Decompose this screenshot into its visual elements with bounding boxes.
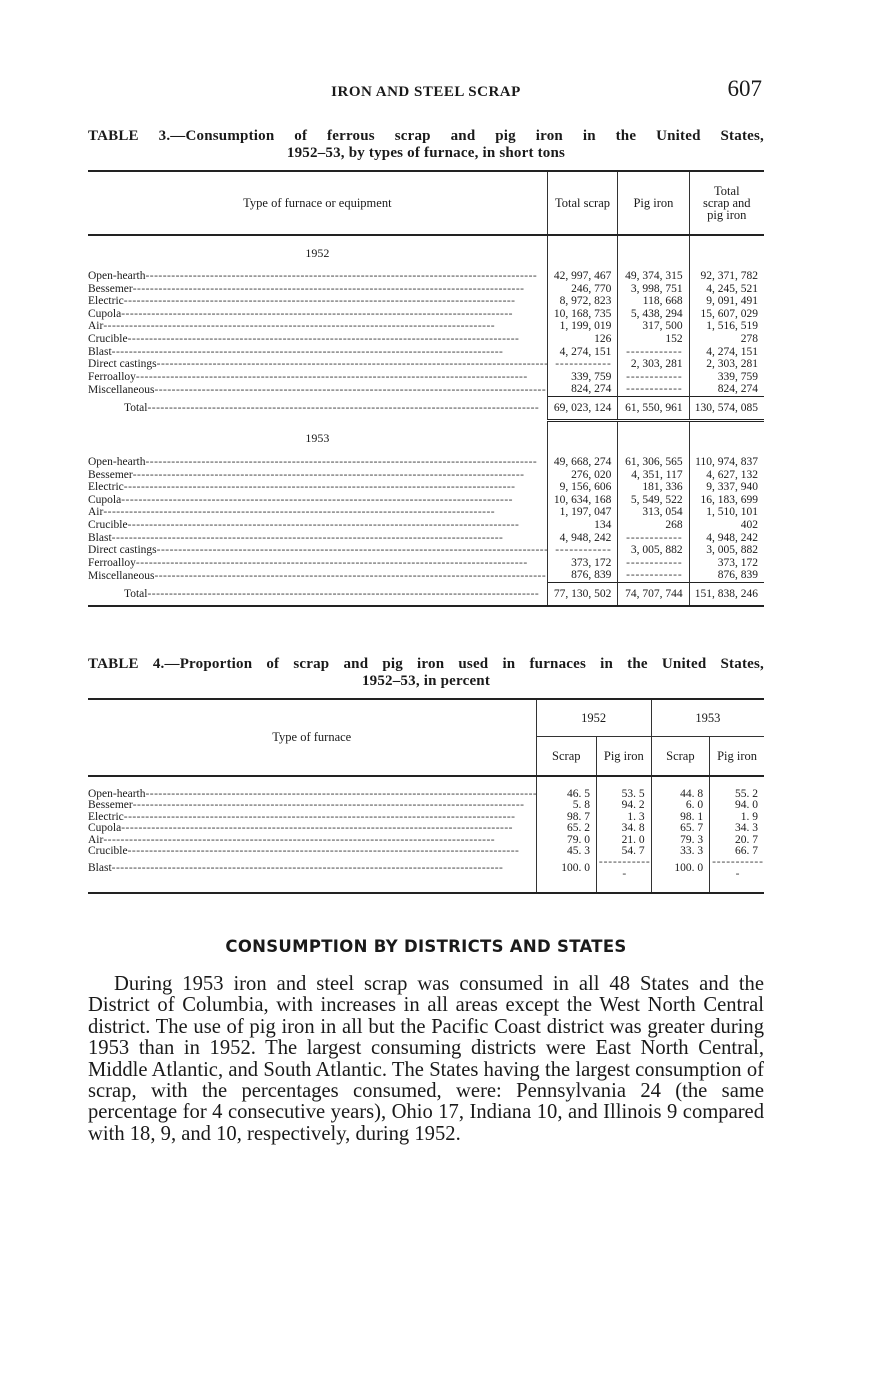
- table-row: [88, 800, 764, 811]
- pig-iron-cell: 61, 306, 565: [618, 456, 689, 469]
- total-scrap-cell: 824, 274: [547, 383, 618, 396]
- year-label: 1953: [305, 430, 330, 445]
- table-row: [88, 481, 764, 494]
- scrap-1953-cell: 100. 0: [651, 857, 709, 880]
- row-label: [88, 506, 547, 519]
- pig-iron-cell: 317, 500: [618, 320, 689, 333]
- row-label-text: Miscellaneous: [88, 569, 155, 582]
- pig-iron-cell: 118, 668: [618, 295, 689, 308]
- page-number: 607: [727, 76, 762, 101]
- scrap-1953-cell: 79. 3: [651, 835, 709, 846]
- row-label: [88, 320, 547, 333]
- row-label-text: Electric: [88, 481, 124, 494]
- row-label: [88, 383, 547, 396]
- table-row: [88, 469, 764, 482]
- year-label: 1952: [305, 245, 330, 260]
- col-header-type-of-furnace: Type of furnace: [88, 699, 536, 776]
- table-row: [88, 270, 764, 283]
- scrap-1952-cell: 46. 5: [536, 789, 597, 800]
- scrap-1952-cell: 98. 7: [536, 812, 597, 823]
- table-4-caption: [88, 656, 764, 690]
- row-label-text: Bessemer: [88, 282, 133, 295]
- row-label-text: Air: [88, 834, 104, 846]
- empty-cell: [651, 880, 709, 893]
- pig-iron-cell: [618, 569, 689, 582]
- total-cell: 9, 337, 940: [689, 481, 764, 494]
- total-scrap-cell: 10, 634, 168: [547, 494, 618, 507]
- row-label: [88, 371, 547, 384]
- total-cell: 3, 005, 882: [689, 544, 764, 557]
- pig-iron-1952-cell: 1. 3: [597, 812, 652, 823]
- pig-iron-1953-cell: 94. 0: [710, 800, 764, 811]
- total-cell: 278: [689, 333, 764, 346]
- empty-cell: [88, 880, 536, 893]
- table-row: [88, 456, 764, 469]
- running-head: [88, 76, 764, 108]
- total-cell: 4, 245, 521: [689, 283, 764, 296]
- pig-iron-1953-cell: 1. 9: [710, 812, 764, 823]
- table-4-grid: [88, 698, 764, 894]
- col-header-pig-iron: Pig iron: [618, 171, 689, 235]
- row-label: [88, 812, 536, 823]
- row-label: [88, 857, 536, 880]
- year-row: [88, 235, 764, 270]
- empty-cell: [618, 235, 689, 270]
- table-row: [88, 544, 764, 557]
- scrap-1953-cell: 44. 8: [651, 789, 709, 800]
- pig-iron-cell: 3, 998, 751: [618, 283, 689, 296]
- table-4-caption-line2: 1952–53, in percent: [361, 673, 491, 689]
- pig-iron-cell: [618, 383, 689, 396]
- pig-iron-cell: 5, 549, 522: [618, 494, 689, 507]
- pig-iron-cell: [618, 371, 689, 384]
- row-label-text: Ferroalloy: [88, 370, 136, 383]
- empty-cell: [597, 880, 652, 893]
- total-label-text: Total: [124, 587, 148, 600]
- total-scrap-cell: 276, 020: [547, 469, 618, 482]
- total-label-text: Total: [124, 402, 148, 415]
- total-scrap-cell: 126: [547, 333, 618, 346]
- pig-iron-cell: 4, 351, 117: [618, 469, 689, 482]
- row-label: [88, 295, 547, 308]
- pig-iron-sum: 74, 707, 744: [618, 582, 689, 606]
- total-label: [88, 396, 547, 420]
- row-label: [88, 333, 547, 346]
- scrap-1952-cell: 100. 0: [536, 857, 597, 880]
- total-scrap-cell: 339, 759: [547, 371, 618, 384]
- row-label-text: Blast: [88, 862, 112, 875]
- table-row: [88, 320, 764, 333]
- row-label: [88, 481, 547, 494]
- row-label: [88, 469, 547, 482]
- table-row: [88, 835, 764, 846]
- table-row: [88, 371, 764, 384]
- pig-iron-1953-cell: [710, 857, 764, 880]
- col-header-total-scrap-and-pig-iron: Total scrap and pig iron: [689, 171, 764, 235]
- spacer-row: [88, 880, 764, 893]
- total-scrap-cell: 134: [547, 519, 618, 532]
- table-row: [88, 346, 764, 359]
- pig-iron-cell: [618, 532, 689, 545]
- total-scrap-cell: [547, 358, 618, 371]
- pig-iron-cell: 152: [618, 333, 689, 346]
- pig-iron-cell: [618, 346, 689, 359]
- empty-cell: [689, 235, 764, 270]
- pig-iron-1953-cell: 66. 7: [710, 846, 764, 857]
- row-label-text: Air: [88, 506, 104, 519]
- pig-iron-sum: 61, 550, 961: [618, 396, 689, 420]
- pig-iron-1952-cell: [597, 857, 652, 880]
- row-label: [88, 569, 547, 582]
- pig-iron-1953-cell: 20. 7: [710, 835, 764, 846]
- grand-total-sum: 151, 838, 246: [689, 582, 764, 606]
- row-label: [88, 358, 547, 371]
- total-scrap-sum: 69, 023, 124: [547, 396, 618, 420]
- row-label: [88, 308, 547, 321]
- total-row: [88, 396, 764, 420]
- total-cell: 824, 274: [689, 383, 764, 396]
- table-row: [88, 295, 764, 308]
- total-cell: 4, 627, 132: [689, 469, 764, 482]
- table-row: [88, 557, 764, 570]
- row-label: [88, 519, 547, 532]
- total-cell: 402: [689, 519, 764, 532]
- running-title: IRON AND STEEL SCRAP: [331, 84, 521, 100]
- total-scrap-cell: 8, 972, 823: [547, 295, 618, 308]
- row-label-text: Air: [88, 320, 104, 333]
- total-cell: 373, 172: [689, 557, 764, 570]
- total-cell: 4, 948, 242: [689, 532, 764, 545]
- col-header-pig-iron-1952: Pig iron: [597, 737, 652, 777]
- pig-iron-cell: 268: [618, 519, 689, 532]
- total-scrap-cell: 1, 199, 019: [547, 320, 618, 333]
- table-row: [88, 308, 764, 321]
- total-label: [88, 582, 547, 606]
- empty-cell: [536, 880, 597, 893]
- total-cell: 4, 274, 151: [689, 346, 764, 359]
- empty-cell: [689, 420, 764, 456]
- table-3-body: [88, 235, 764, 606]
- col-header-scrap-1953: Scrap: [651, 737, 709, 777]
- table-row: [88, 358, 764, 371]
- row-label: [88, 823, 536, 834]
- scrap-1953-cell: 33. 3: [651, 846, 709, 857]
- empty-cell: [547, 420, 618, 456]
- row-label-text: Miscellaneous: [88, 383, 155, 396]
- row-label-text: Open-hearth: [88, 455, 146, 468]
- row-label-text: Open-hearth: [88, 270, 146, 282]
- pig-iron-1952-cell: 53. 5: [597, 789, 652, 800]
- body-paragraph: During 1953 iron and steel scrap was consumed in all 48 States and the District of Columbia, with increases in all areas except the West North Central district. The use of pig iron in all but the Pacific Coast district was greater during 1953 than in 1952. The largest consuming districts were East North Central, Middle Atlantic, and South Atlantic. The States having the largest consumption of scrap, with the percentages consumed, were: Pennsylvania 24 (the same percentage for 4 consecutive years), Ohio 17, Indiana 10, and Illinois 9 compared with 18, 9, and 10, respectively, during 1952.: [88, 973, 764, 1145]
- scrap-1953-cell: 98. 1: [651, 812, 709, 823]
- col-header-scrap-1952: Scrap: [536, 737, 597, 777]
- table-3-caption-line1: TABLE 3.—Consumption of ferrous scrap and pig iron in the United States,: [88, 128, 764, 144]
- total-scrap-cell: 42, 997, 467: [547, 270, 618, 283]
- row-label-text: Crucible: [88, 846, 128, 858]
- row-label-text: Ferroalloy: [88, 556, 136, 569]
- empty-cell: [710, 880, 764, 893]
- row-label-text: Bessemer: [88, 468, 133, 481]
- row-label-text: Direct castings: [88, 544, 157, 557]
- total-row: [88, 582, 764, 606]
- scrap-1953-cell: 65. 7: [651, 823, 709, 834]
- row-label-text: Crucible: [88, 518, 128, 531]
- total-cell: 1, 510, 101: [689, 506, 764, 519]
- row-label-text: Direct castings: [88, 358, 157, 371]
- col-header-year-1952: 1952: [536, 699, 651, 737]
- total-scrap-sum: 77, 130, 502: [547, 582, 618, 606]
- total-scrap-cell: 4, 274, 151: [547, 346, 618, 359]
- total-cell: 110, 974, 837: [689, 456, 764, 469]
- grand-total-sum: 130, 574, 085: [689, 396, 764, 420]
- pig-iron-cell: 2, 303, 281: [618, 358, 689, 371]
- scrap-1952-cell: 5. 8: [536, 800, 597, 811]
- total-cell: 16, 183, 699: [689, 494, 764, 507]
- table-row: [88, 532, 764, 545]
- total-cell: 876, 839: [689, 569, 764, 582]
- empty-cell: [88, 776, 536, 789]
- row-label: [88, 846, 536, 857]
- pig-iron-cell: 49, 374, 315: [618, 270, 689, 283]
- year-row: [88, 420, 764, 456]
- table-row: [88, 494, 764, 507]
- table-3-caption-line2: 1952–53, by types of furnace, in short tons: [286, 145, 566, 161]
- total-scrap-cell: 246, 770: [547, 283, 618, 296]
- row-label: [88, 456, 547, 469]
- col-header-total-scrap: Total scrap: [547, 171, 618, 235]
- table-row: [88, 519, 764, 532]
- empty-cell: [547, 235, 618, 270]
- table-row: [88, 812, 764, 823]
- total-scrap-cell: 49, 668, 274: [547, 456, 618, 469]
- table-row: [88, 333, 764, 346]
- row-label-text: Blast: [88, 345, 112, 358]
- table-3-caption: [88, 128, 764, 162]
- pig-iron-cell: 3, 005, 882: [618, 544, 689, 557]
- table-4: [88, 656, 764, 894]
- col-header-year-1953: 1953: [651, 699, 764, 737]
- row-label-text: Electric: [88, 811, 124, 823]
- row-label: [88, 789, 536, 800]
- total-scrap-cell: 9, 156, 606: [547, 481, 618, 494]
- table-row: [88, 283, 764, 296]
- total-cell: 92, 371, 782: [689, 270, 764, 283]
- col-header-type: Type of furnace or equipment: [88, 171, 547, 235]
- total-cell: 1, 516, 519: [689, 320, 764, 333]
- table-row: [88, 857, 764, 880]
- table-row: [88, 823, 764, 834]
- section-heading: CONSUMPTION BY DISTRICTS AND STATES: [225, 937, 627, 956]
- scrap-1952-cell: 65. 2: [536, 823, 597, 834]
- row-label: [88, 270, 547, 283]
- row-label-text: Blast: [88, 531, 112, 544]
- total-cell: 2, 303, 281: [689, 358, 764, 371]
- table-row: [88, 569, 764, 582]
- row-label-text: Bessemer: [88, 800, 133, 812]
- row-label: [88, 544, 547, 557]
- scrap-1953-cell: 6. 0: [651, 800, 709, 811]
- pig-iron-1952-cell: 34. 8: [597, 823, 652, 834]
- table-4-caption-line1: TABLE 4.—Proportion of scrap and pig iron used in furnaces in the United States,: [88, 656, 764, 672]
- pig-iron-cell: 313, 054: [618, 506, 689, 519]
- total-scrap-cell: 373, 172: [547, 557, 618, 570]
- empty-cell: [618, 420, 689, 456]
- row-label-text: Cupola: [88, 307, 122, 320]
- spacer-row: [88, 776, 764, 789]
- row-label-text: Crucible: [88, 332, 128, 345]
- table-4-body: [88, 776, 764, 893]
- table-row: [88, 383, 764, 396]
- total-scrap-cell: 876, 839: [547, 569, 618, 582]
- row-label: [88, 346, 547, 359]
- pig-iron-cell: [618, 557, 689, 570]
- total-cell: 9, 091, 491: [689, 295, 764, 308]
- total-scrap-cell: 1, 197, 047: [547, 506, 618, 519]
- pig-iron-cell: 5, 438, 294: [618, 308, 689, 321]
- total-cell: 339, 759: [689, 371, 764, 384]
- row-label: [88, 494, 547, 507]
- row-label-text: Cupola: [88, 493, 122, 506]
- row-label-text: Open-hearth: [88, 789, 146, 800]
- total-scrap-cell: [547, 544, 618, 557]
- scrap-1952-cell: 45. 3: [536, 846, 597, 857]
- scrap-1952-cell: 79. 0: [536, 835, 597, 846]
- pig-iron-cell: 181, 336: [618, 481, 689, 494]
- row-label-text: Cupola: [88, 823, 122, 835]
- table-3-grid: [88, 170, 764, 607]
- pig-iron-1953-cell: 55. 2: [710, 789, 764, 800]
- row-label: [88, 532, 547, 545]
- table-3: [88, 128, 764, 607]
- col-header-pig-iron-1953: Pig iron: [710, 737, 764, 777]
- row-label: [88, 557, 547, 570]
- pig-iron-1952-cell: 94. 2: [597, 800, 652, 811]
- pig-iron-1953-cell: 34. 3: [710, 823, 764, 834]
- row-label: [88, 800, 536, 811]
- table-row: [88, 506, 764, 519]
- table-row: [88, 846, 764, 857]
- total-scrap-cell: 10, 168, 735: [547, 308, 618, 321]
- table-row: [88, 789, 764, 800]
- row-label: [88, 283, 547, 296]
- pig-iron-1952-cell: 54. 7: [597, 846, 652, 857]
- row-label-text: Electric: [88, 295, 124, 308]
- total-scrap-cell: 4, 948, 242: [547, 532, 618, 545]
- total-cell: 15, 607, 029: [689, 308, 764, 321]
- pig-iron-1952-cell: 21. 0: [597, 835, 652, 846]
- row-label: [88, 835, 536, 846]
